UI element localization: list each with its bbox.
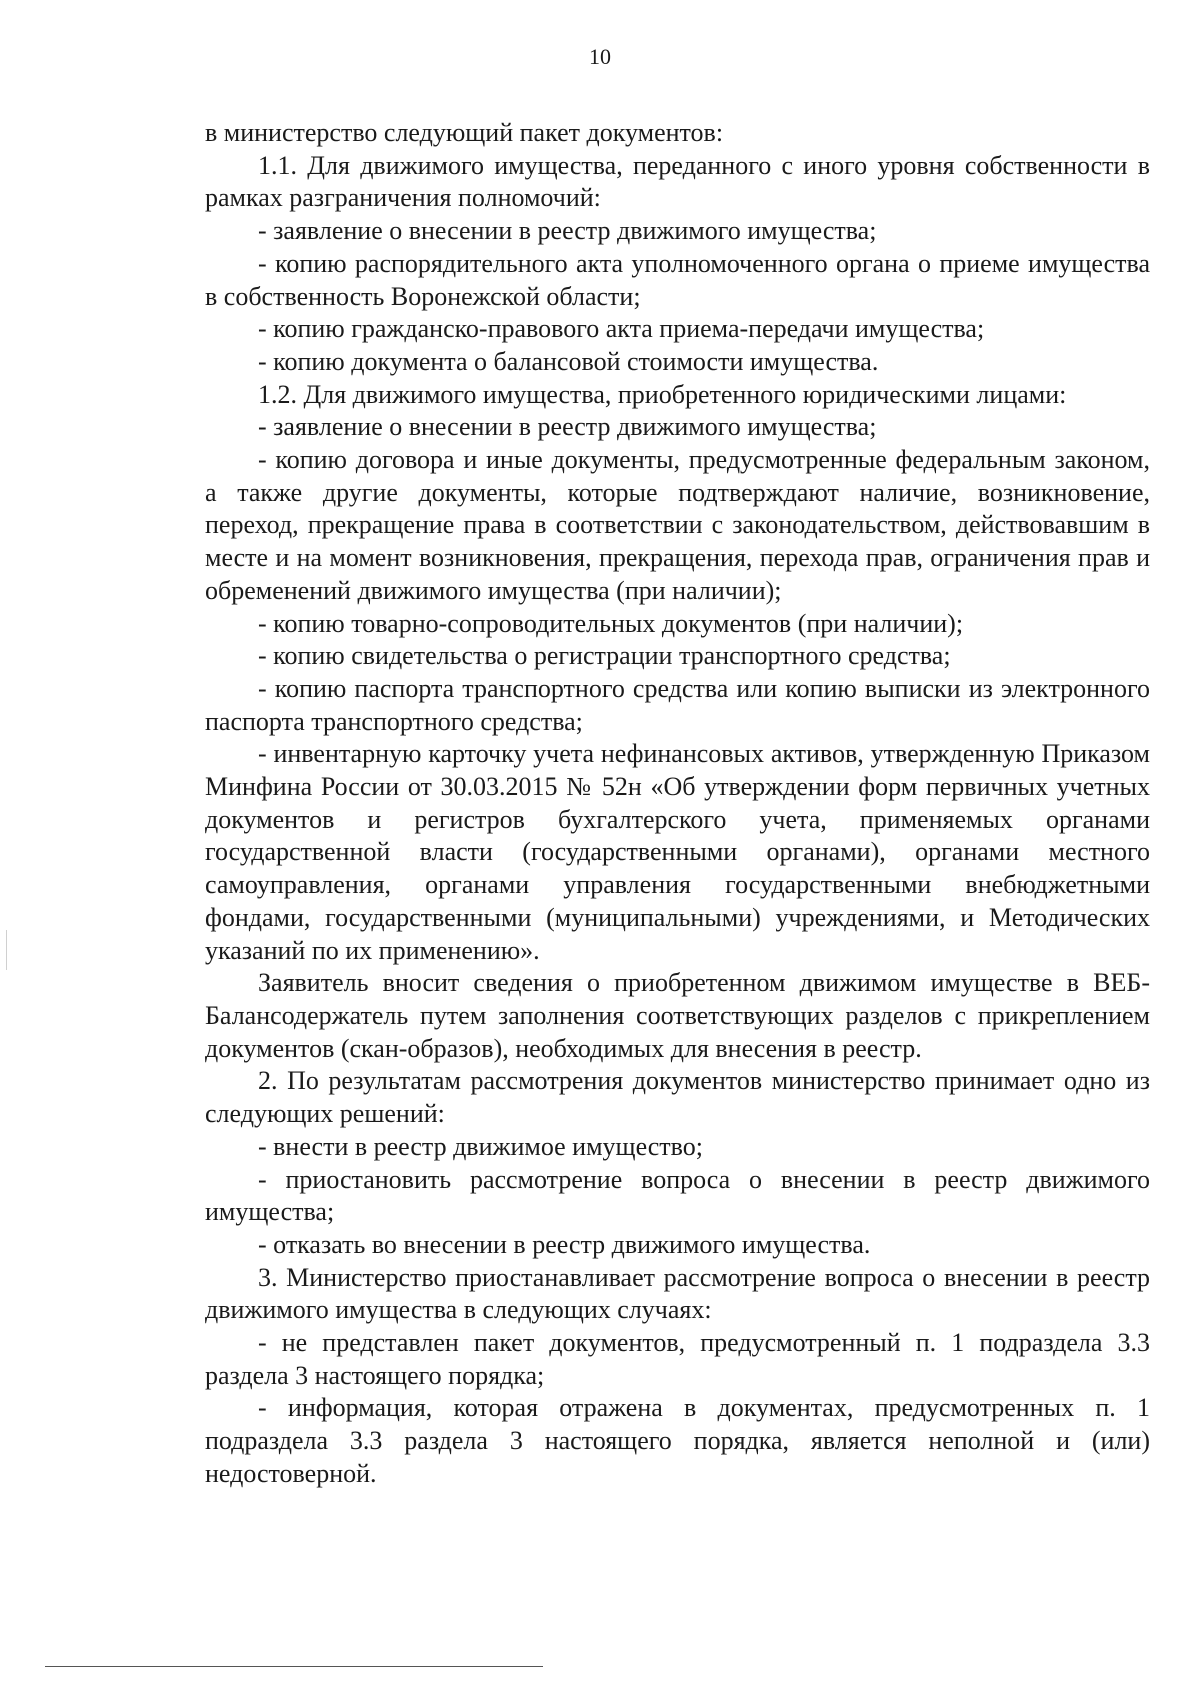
document-body — [205, 117, 1150, 1491]
list-item: - заявление о внесении в реестр движимого имущества; — [258, 216, 877, 246]
list-item: - заявление о внесении в реестр движимого имущества; — [258, 412, 877, 442]
list-item: - внести в реестр движимое имущество; — [258, 1131, 703, 1161]
paragraph-intro: в министерство следующий пакет документов: — [205, 118, 724, 147]
list-item: - копию товарно-сопроводительных документов (при наличии); — [258, 608, 964, 638]
bottom-rule-divider — [45, 1666, 543, 1667]
list-item: - копию свидетельства о регистрации транспортного средства; — [258, 641, 951, 671]
scan-margin-mark — [6, 930, 7, 970]
list-item: - копию договора и иные документы, предусмотренные федеральным законом, а также другие документы, которые подтверждают наличие, возникновение, переход, прекращение права в соответствии с законодательством, действовавшим в месте и на момент возникновения, прекращения, перехода прав, ограничения прав и обременений движимого имущества (при наличии); — [205, 445, 1150, 605]
page-number: 10 — [589, 44, 611, 69]
list-item: - приостановить рассмотрение вопроса о внесении в реестр движимого имущества; — [205, 1164, 1150, 1227]
list-item: - не представлен пакет документов, предусмотренный п. 1 подраздела 3.3 раздела 3 настоящего порядка; — [205, 1328, 1150, 1390]
paragraph-1-1-heading: 1.1. Для движимого имущества, переданного с иного уровня собственности в рамках разграничения полномочий: — [205, 150, 1150, 213]
paragraph-2-heading: 2. По результатам рассмотрения документов министерство принимает одно из следующих решений: — [205, 1066, 1150, 1129]
list-item: - копию паспорта транспортного средства или копию выписки из электронного паспорта транспортного средства; — [205, 673, 1150, 736]
list-item: - отказать во внесении в реестр движимого имущества. — [258, 1229, 871, 1259]
list-item: - копию распорядительного акта уполномоченного органа о приеме имущества в собственность Воронежской области; — [205, 248, 1150, 311]
paragraph-3-heading: 3. Министерство приостанавливает рассмотрение вопроса о внесении в реестр движимого имущества в следующих случаях: — [205, 1262, 1150, 1325]
list-item: - копию гражданско-правового акта приема-передачи имущества; — [258, 314, 985, 344]
list-item: - копию документа о балансовой стоимости имущества. — [258, 346, 879, 376]
paragraph-1-2-heading: 1.2. Для движимого имущества, приобретенного юридическими лицами: — [258, 379, 1067, 409]
list-item: - инвентарную карточку учета нефинансовых активов, утвержденную Приказом Минфина России от 30.03.2015 № 52н «Об утверждении форм первичных учетных документов и регистров бухгалтерского учета, применяемых органами государственной власти (государственными органами), органами местного самоуправления, органами управления государственными внебюджетными фондами, государственными (муниципальными) учреждениями, и Методических указаний по их применению». — [205, 739, 1150, 965]
list-item: - информация, которая отражена в документах, предусмотренных п. 1 подраздела 3.3 раздела 3 настоящего порядка, является неполной и (или) недостоверной. — [205, 1393, 1150, 1488]
paragraph-applicant: Заявитель вносит сведения о приобретенном движимом имуществе в ВЕБ-Балансодержатель путем заполнения соответствующих разделов с прикреплением документов (скан-образов), необходимых для внесения в реестр. — [205, 968, 1150, 1063]
